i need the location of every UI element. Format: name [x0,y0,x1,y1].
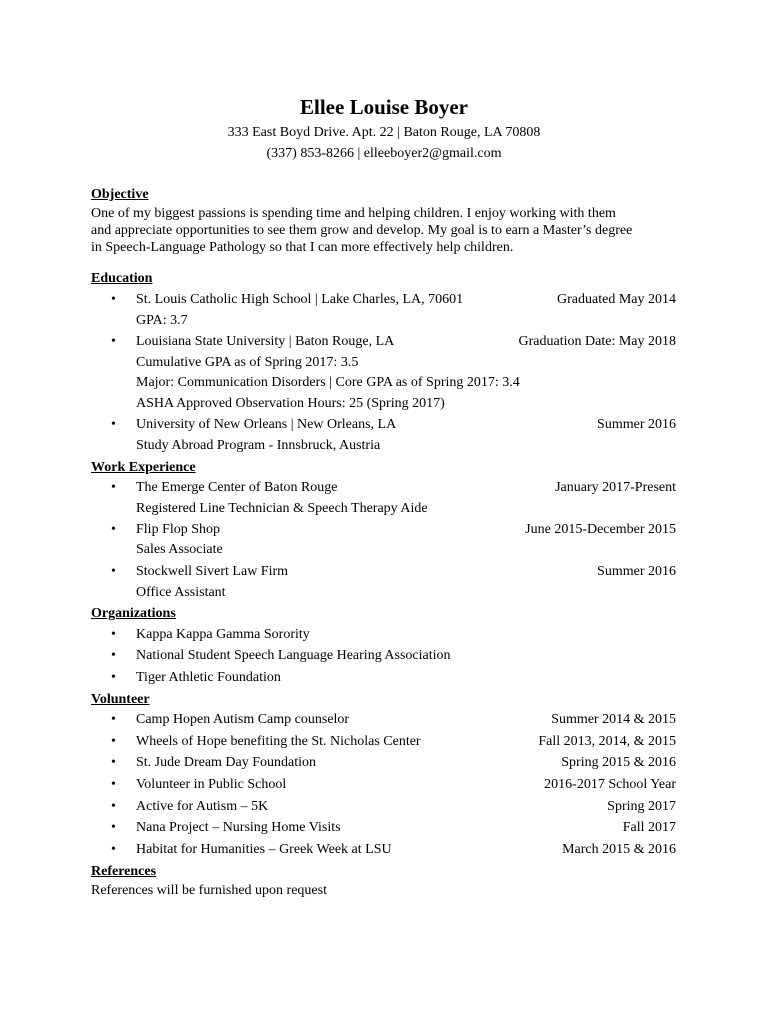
bullet: • [111,799,116,814]
volunteer-date: 2016-2017 School Year [544,777,676,792]
organization-name: Tiger Athletic Foundation [136,670,281,685]
volunteer-date: Fall 2013, 2014, & 2015 [538,734,676,749]
volunteer-item [91,840,676,860]
work-title: Stockwell Sivert Law Firm [136,564,289,579]
bullet: • [111,292,116,307]
education-detail: GPA: 3.7 [136,313,188,328]
volunteer-title: Nana Project – Nursing Home Visits [136,820,341,835]
education-detail: Major: Communication Disorders | Core GPA as of Spring 2017: 3.4 [136,375,520,390]
bullet: • [111,842,116,857]
work-role: Registered Line Technician & Speech Therapy Aide [136,501,428,516]
education-detail: Study Abroad Program - Innsbruck, Austria [136,438,381,453]
organization-name: National Student Speech Language Hearing Association [136,648,451,663]
work-date: January 2017-Present [555,480,676,495]
education-title: Louisiana State University | Baton Rouge, LA [136,334,395,349]
volunteer-date: Spring 2017 [607,799,676,814]
bullet: • [111,777,116,792]
volunteer-item [91,818,676,838]
work-item [91,562,676,582]
volunteer-date: Fall 2017 [622,820,676,835]
organization-name: Kappa Kappa Gamma Sorority [136,627,310,642]
volunteer-title: Volunteer in Public School [136,777,287,792]
bullet: • [111,417,116,432]
volunteer-item [91,753,676,773]
work-title: Flip Flop Shop [136,522,221,537]
volunteer-item [91,710,676,730]
bullet: • [111,522,116,537]
bullet: • [111,480,116,495]
education-title: St. Louis Catholic High School | Lake Charles, LA, 70601 [136,292,464,307]
volunteer-title: Active for Autism – 5K [136,799,269,814]
volunteer-item [91,732,676,752]
organization-item [91,625,676,645]
bullet: • [111,627,116,642]
address-line: 333 East Boyd Drive. Apt. 22 | Baton Rouge, LA 70808 [227,125,541,140]
work-role: Office Assistant [136,585,226,600]
education-item [91,332,676,352]
volunteer-item [91,797,676,817]
objective-line-1: One of my biggest passions is spending time and helping children. I enjoy working with them [91,206,616,221]
bullet: • [111,734,116,749]
volunteer-date: March 2015 & 2016 [562,842,676,857]
bullet: • [111,670,116,685]
education-item [91,290,676,310]
work-item [91,478,676,498]
organizations-heading: Organizations [91,606,176,621]
education-item [91,415,676,435]
work-date: June 2015-December 2015 [525,522,676,537]
references-text: References will be furnished upon request [91,883,327,898]
education-date: Summer 2016 [597,417,676,432]
education-title: University of New Orleans | New Orleans, LA [136,417,397,432]
bullet: • [111,334,116,349]
education-detail: ASHA Approved Observation Hours: 25 (Spring 2017) [136,396,445,411]
bullet: • [111,564,116,579]
work-heading: Work Experience [91,460,196,475]
education-detail: Cumulative GPA as of Spring 2017: 3.5 [136,355,359,370]
references-heading: References [91,864,157,879]
contact-line: (337) 853-8266 | elleeboyer2@gmail.com [266,146,502,161]
resume-name: Ellee Louise Boyer [300,95,468,119]
organization-item [91,646,676,666]
objective-line-2: and appreciate opportunities to see them grow and develop. My goal is to earn a Master’s degree [91,223,633,238]
education-date: Graduated May 2014 [557,292,676,307]
work-title: The Emerge Center of Baton Rouge [136,480,338,495]
organization-item [91,668,676,688]
volunteer-title: Camp Hopen Autism Camp counselor [136,712,350,727]
education-date: Graduation Date: May 2018 [518,334,676,349]
volunteer-date: Summer 2014 & 2015 [551,712,676,727]
education-heading: Education [91,271,153,286]
volunteer-item [91,775,676,795]
volunteer-title: Wheels of Hope benefiting the St. Nicholas Center [136,734,421,749]
bullet: • [111,755,116,770]
work-item [91,520,676,540]
volunteer-date: Spring 2015 & 2016 [561,755,676,770]
work-date: Summer 2016 [597,564,676,579]
volunteer-title: St. Jude Dream Day Foundation [136,755,317,770]
volunteer-title: Habitat for Humanities – Greek Week at LSU [136,842,392,857]
volunteer-heading: Volunteer [91,692,150,707]
work-role: Sales Associate [136,542,223,557]
objective-heading: Objective [91,187,149,202]
bullet: • [111,820,116,835]
bullet: • [111,712,116,727]
bullet: • [111,648,116,663]
objective-line-3: in Speech-Language Pathology so that I can more effectively help children. [91,240,514,255]
